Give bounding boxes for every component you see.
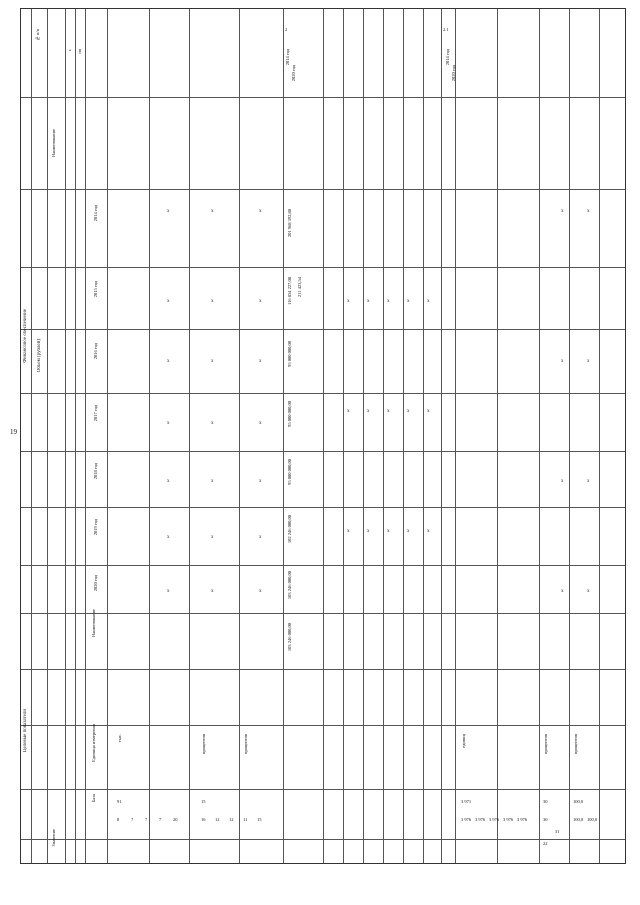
dash-mark: х — [387, 529, 390, 534]
dash-mark: х — [561, 479, 564, 484]
target-r4-base: 3 971 — [461, 799, 472, 804]
dash-mark: х — [367, 409, 370, 414]
header-deadline-end: по — [77, 49, 82, 54]
dash-mark: х — [259, 479, 262, 484]
target-r6-v2: 100,0 — [587, 817, 598, 822]
amount-2015: 95 000 000,00 — [287, 341, 292, 367]
amount-2014: 116 834 227,08 — [287, 277, 292, 305]
dash-mark: х — [167, 479, 170, 484]
target-r2-v4: 11 — [243, 817, 248, 822]
item-2-1-start: 2014 год — [445, 49, 450, 66]
target-r4-v5: 3 976 — [517, 817, 528, 822]
year-2015: 2015 год — [93, 281, 98, 298]
target-r2-v5: 15 — [257, 817, 262, 822]
item-2-start: 2014 год — [285, 49, 290, 66]
dash-mark: х — [211, 479, 214, 484]
year-2017: 2017 год — [93, 405, 98, 422]
header-volume: Объем (рублей) — [37, 339, 42, 373]
target-r5-base: 30 — [543, 799, 548, 804]
target-r6-base: 100,0 — [573, 799, 584, 804]
target-r4-v1: 3 976 — [461, 817, 472, 822]
item-2-number: 2 — [285, 27, 288, 32]
unit-thousand: тыс. — [117, 734, 122, 743]
dash-mark: х — [407, 299, 410, 304]
target-r4-v2: 3 976 — [475, 817, 486, 822]
dash-mark: х — [259, 299, 262, 304]
dash-mark: х — [587, 589, 590, 594]
dash-mark: х — [211, 299, 214, 304]
header-deadline-start: с — [67, 49, 72, 51]
dash-mark: х — [587, 209, 590, 214]
header-row-no: № п/п — [35, 29, 40, 42]
dash-mark: х — [367, 299, 370, 304]
rotated-table-sheet — [20, 8, 626, 864]
header-name: Наименование — [51, 129, 56, 158]
amount-2019: 103 246 000,00 — [287, 571, 292, 600]
target-r2-v1: 16 — [201, 817, 206, 822]
target-r1-base: 91 — [117, 799, 122, 804]
header-finance: Финансовое обеспечение — [23, 309, 28, 363]
item-2-end: 2020 год — [291, 65, 296, 82]
target-r1-v1: 8 — [117, 817, 120, 822]
dash-mark: х — [561, 209, 564, 214]
dash-mark: х — [167, 299, 170, 304]
header-targets: Целевые показатели — [23, 709, 28, 753]
target-r6-v1: 100,0 — [573, 817, 584, 822]
year-2020: 2020 год — [93, 575, 98, 592]
target-r2-v2: 12 — [215, 817, 220, 822]
dash-mark: х — [561, 359, 564, 364]
dash-mark: х — [561, 589, 564, 594]
header-value: Значение — [51, 829, 56, 847]
dash-mark: х — [259, 421, 262, 426]
target-r1-v3: 7 — [145, 817, 148, 822]
dash-mark: х — [427, 409, 430, 414]
dash-mark: х — [587, 359, 590, 364]
dash-mark: х — [427, 299, 430, 304]
amount-2017: 95 000 000,00 — [287, 459, 292, 485]
target-r2-base: 15 — [201, 799, 206, 804]
target-r5-v3: 22 — [543, 841, 548, 846]
unit-percent: процентов — [201, 734, 206, 755]
unit-percent: процентов — [543, 734, 548, 755]
item-2-1-end: 2020 год — [451, 65, 456, 82]
header-target-name: Наименование — [91, 609, 96, 638]
dash-mark: х — [211, 535, 214, 540]
target-r4-v4: 3 976 — [503, 817, 514, 822]
dash-mark: х — [259, 359, 262, 364]
unit-percent: процентов — [243, 734, 248, 755]
unit-percent: процентов — [573, 734, 578, 755]
dash-mark: х — [259, 209, 262, 214]
dash-mark: х — [259, 535, 262, 540]
year-2014: 2014 год — [93, 205, 98, 222]
dash-mark: х — [259, 589, 262, 594]
target-r1-v5: 20 — [173, 817, 178, 822]
dash-mark: х — [387, 409, 390, 414]
dash-mark: х — [347, 299, 350, 304]
dash-mark: х — [427, 529, 430, 534]
dash-mark: х — [167, 209, 170, 214]
header-unit: Единица измерения — [91, 724, 96, 762]
dash-mark: х — [167, 421, 170, 426]
dash-mark: х — [211, 421, 214, 426]
dash-mark: х — [167, 589, 170, 594]
unit-units: единиц — [461, 734, 466, 748]
amount-total: 201 968 392,88 — [287, 209, 292, 238]
target-r1-v2: 7 — [131, 817, 134, 822]
dash-mark: х — [347, 529, 350, 534]
dash-mark: х — [407, 529, 410, 534]
dash-mark: х — [211, 359, 214, 364]
dash-mark: х — [167, 535, 170, 540]
page-number: 19 — [10, 428, 17, 436]
dash-mark: х — [407, 409, 410, 414]
amount-2020: 103 246 000,00 — [287, 623, 292, 652]
amount-2016: 95 000 000,00 — [287, 401, 292, 427]
year-2019: 2019 год — [93, 519, 98, 536]
target-r5-v2: 31 — [555, 829, 560, 834]
year-2016: 2016 год — [93, 343, 98, 360]
target-r2-v3: 12 — [229, 817, 234, 822]
dash-mark: х — [387, 299, 390, 304]
target-r4-v3: 3 976 — [489, 817, 500, 822]
header-base: База — [91, 794, 96, 803]
dash-mark: х — [347, 409, 350, 414]
target-r5-v1: 30 — [543, 817, 548, 822]
dash-mark: х — [211, 209, 214, 214]
amount-2018: 102 246 000,00 — [287, 515, 292, 544]
dash-mark: х — [167, 359, 170, 364]
dash-mark: х — [367, 529, 370, 534]
year-2018: 2018 год — [93, 463, 98, 480]
target-r1-v4: 7 — [159, 817, 162, 822]
dash-mark: х — [211, 589, 214, 594]
item-2-1-number: 2.1 — [443, 27, 449, 32]
dash-mark: х — [587, 479, 590, 484]
amount-2014-sub: 211 423,54 — [297, 277, 302, 298]
